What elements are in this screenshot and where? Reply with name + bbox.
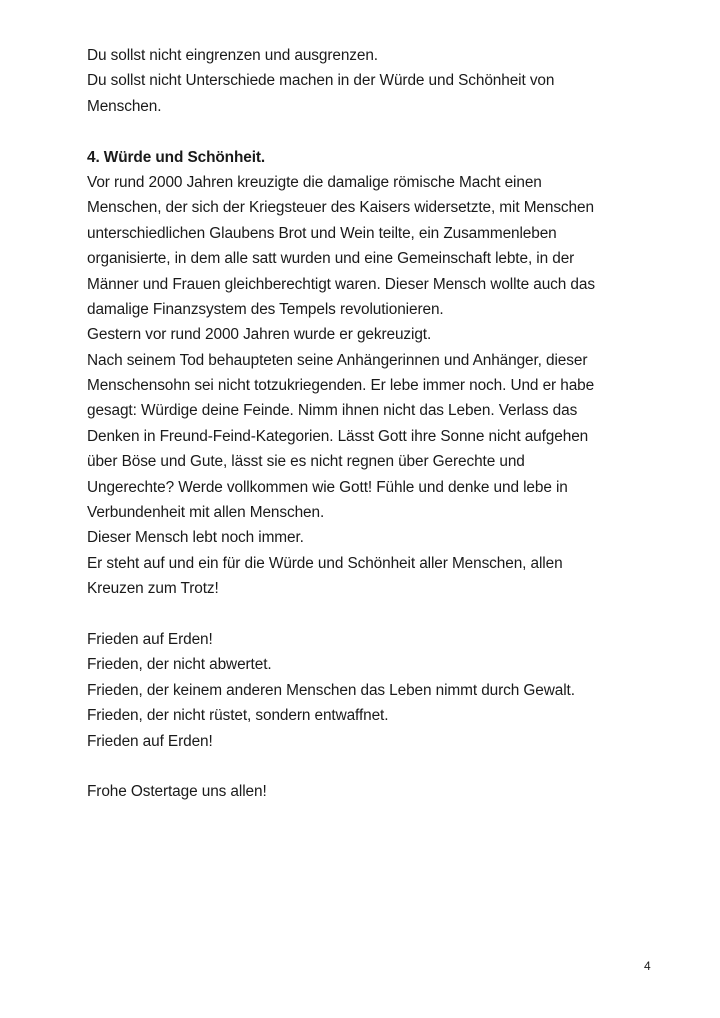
paragraph-spacer <box>87 119 667 144</box>
text-line: Du sollst nicht eingrenzen und ausgrenzen. <box>87 47 378 64</box>
text-line: Männer und Frauen gleichberechtigt waren. Dieser Mensch wollte auch das <box>87 275 595 293</box>
text-line: Frieden auf Erden! <box>87 630 213 648</box>
text-line: Gestern vor rund 2000 Jahren wurde er gekreuzigt. <box>87 326 432 344</box>
text-line: gesagt: Würdige deine Feinde. Nimm ihnen nicht das Leben. Verlass das <box>87 402 578 420</box>
section-dignity-beauty <box>87 145 667 602</box>
text-line: unterschiedlichen Glaubens Brot und Wein teilte, ein Zusammenleben <box>87 224 557 242</box>
text-line: Ungerechte? Werde vollkommen wie Gott! Fühle und denke und lebe in <box>87 478 568 496</box>
intro-paragraph <box>87 43 667 119</box>
text-line: Frieden, der nicht abwertet. <box>87 656 272 674</box>
text-line: Verbundenheit mit allen Menschen. <box>87 504 325 522</box>
section-heading: 4. Würde und Schönheit. <box>87 148 266 166</box>
text-line: Frieden auf Erden! <box>87 732 213 750</box>
peace-paragraph <box>87 627 667 754</box>
text-line: Nach seinem Tod behaupteten seine Anhängerinnen und Anhänger, dieser <box>87 351 588 369</box>
text-line: Kreuzen zum Trotz! <box>87 580 219 598</box>
text-line: Frieden, der keinem anderen Menschen das Leben nimmt durch Gewalt. <box>87 681 575 699</box>
text-line: Frieden, der nicht rüstet, sondern entwaffnet. <box>87 707 389 725</box>
document-page <box>87 43 667 805</box>
text-line: Vor rund 2000 Jahren kreuzigte die damalige römische Macht einen <box>87 173 542 191</box>
text-line: Denken in Freund-Feind-Kategorien. Lässt Gott ihre Sonne nicht aufgehen <box>87 427 589 445</box>
text-line: Dieser Mensch lebt noch immer. <box>87 529 304 547</box>
text-line: über Böse und Gute, lässt sie es nicht regnen über Gerechte und <box>87 453 525 471</box>
page-number: 4 <box>644 959 651 973</box>
text-line: Menschensohn sei nicht totzukriegenden. Er lebe immer noch. Und er habe <box>87 377 595 395</box>
text-line: Menschen. <box>87 97 162 115</box>
closing-line: Frohe Ostertage uns allen! <box>87 783 267 801</box>
text-line: organisierte, in dem alle satt wurden und eine Gemeinschaft lebte, in der <box>87 250 575 268</box>
paragraph-spacer <box>87 602 667 627</box>
text-line: Du sollst nicht Unterschiede machen in der Würde und Schönheit von <box>87 72 555 90</box>
text-line: damalige Finanzsystem des Tempels revolutionieren. <box>87 300 444 318</box>
paragraph-spacer <box>87 754 667 779</box>
text-line: Er steht auf und ein für die Würde und Schönheit aller Menschen, allen <box>87 554 563 572</box>
text-line: Menschen, der sich der Kriegsteuer des Kaisers widersetzte, mit Menschen <box>87 199 594 217</box>
